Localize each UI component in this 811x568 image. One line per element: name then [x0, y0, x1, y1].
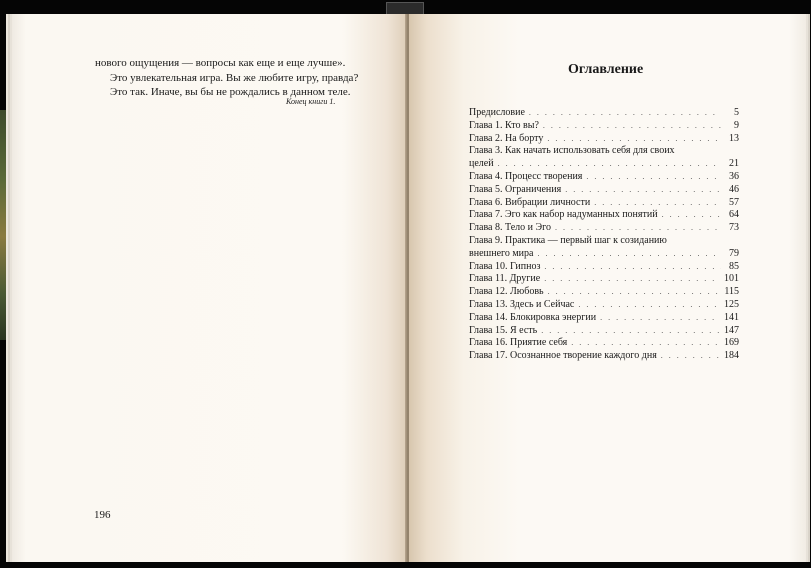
toc-leader-dots [544, 273, 720, 286]
toc-leader-dots [541, 325, 720, 338]
toc-entry-page: 57 [729, 196, 739, 208]
toc-leader-dots [661, 350, 720, 363]
toc-entry-page: 13 [729, 132, 739, 144]
toc-entry-page: 64 [729, 209, 739, 221]
toc-title: Оглавление [568, 62, 644, 77]
toc-entry-title: Глава 16. Приятие себя [469, 337, 568, 349]
toc-entry-title: Глава 8. Тело и Эго [469, 222, 551, 234]
toc-entry-title: Глава 5. Ограничения [469, 183, 562, 195]
toc-entry[interactable] [469, 197, 739, 210]
toc-leader-dots [547, 133, 721, 146]
toc-entry-page: 141 [724, 311, 739, 323]
toc-entry[interactable] [469, 209, 739, 222]
toc-entry-page: 21 [729, 158, 739, 170]
toc-leader-dots [537, 248, 721, 261]
toc-entry-title: внешнего мира [469, 247, 534, 259]
toc-entry[interactable] [469, 312, 739, 325]
toc-entry-page: 169 [724, 337, 739, 349]
toc-entry-page: 184 [724, 350, 739, 362]
toc-leader-dots [662, 209, 721, 222]
toc-entry-title[interactable]: Глава 9. Практика — первый шаг к созиданию [469, 234, 667, 246]
toc-entry[interactable] [469, 350, 739, 363]
toc-leader-dots [529, 107, 721, 120]
toc-leader-dots [600, 312, 720, 325]
toc-entry[interactable] [469, 248, 739, 261]
toc-entry[interactable] [469, 273, 739, 286]
toc-entry-title: Предисловие [469, 107, 525, 118]
text-line: Это увлекательная игра. Вы же любите игру, правда? [110, 71, 359, 84]
toc-entry-title: Глава 10. Гипноз [469, 260, 541, 272]
toc-entry[interactable] [469, 337, 739, 350]
toc-leader-dots [594, 197, 721, 210]
text-line: нового ощущения — вопросы как еще и еще лучше». [95, 57, 346, 69]
toc-entry[interactable] [469, 325, 739, 338]
toc-entry-page: 115 [724, 286, 739, 298]
page-number: 196 [94, 509, 111, 521]
toc-entry-title: Глава 4. Процесс творения [469, 170, 583, 182]
toc-leader-dots [586, 171, 721, 184]
toc-entry[interactable] [469, 184, 739, 197]
toc-entry-title: Глава 1. Кто вы? [469, 119, 539, 131]
end-note: Конец книги 1. [286, 97, 336, 106]
toc-entry[interactable] [469, 133, 739, 146]
toc-entry-page: 85 [729, 260, 739, 272]
toc-entry[interactable] [469, 299, 739, 312]
toc-entry-page: 125 [724, 298, 739, 310]
toc-entry-title: Глава 2. На борту [469, 132, 544, 144]
toc-entry-page: 73 [729, 222, 739, 234]
toc-entry[interactable] [469, 158, 739, 171]
toc-entry[interactable] [469, 171, 739, 184]
toc-entry-title: Глава 14. Блокировка энергии [469, 311, 597, 323]
toc-entry-page: 46 [729, 183, 739, 195]
toc-entry[interactable] [469, 261, 739, 274]
toc-entry-page: 36 [729, 170, 739, 182]
toc-entry-title: Глава 6. Вибрации личности [469, 196, 591, 208]
toc-entry-page: 79 [729, 247, 739, 259]
toc-leader-dots [543, 120, 721, 133]
toc-entry-title: Глава 17. Осознанное творение каждого дня [469, 350, 657, 362]
toc-leader-dots [555, 222, 721, 235]
toc-entry-title: Глава 11. Другие [469, 273, 541, 285]
left-page-text [95, 56, 375, 100]
toc-entry[interactable] [469, 286, 739, 299]
toc-entry-page: 101 [724, 273, 739, 285]
toc-entry-page: 9 [734, 119, 739, 131]
toc-entry-page: 147 [724, 324, 739, 336]
toc-leader-dots [548, 286, 721, 299]
toc-leader-dots [498, 158, 721, 171]
toc-entry-title: Глава 7. Эго как набор надуманных понятий [469, 209, 658, 221]
text-line: Это так. Иначе, вы бы не рождались в данном теле. [110, 86, 351, 98]
toc-entry-title: целей [469, 158, 494, 170]
cover-edge [0, 110, 8, 340]
toc-entry-page: 5 [734, 107, 739, 118]
table-of-contents [469, 107, 739, 363]
toc-entry[interactable] [469, 222, 739, 235]
toc-entry-title: Глава 12. Любовь [469, 286, 544, 298]
toc-entry-title[interactable]: Глава 3. Как начать использовать себя для своих [469, 145, 675, 157]
toc-entry[interactable] [469, 120, 739, 133]
toc-leader-dots [544, 261, 721, 274]
toc-entry-title: Глава 15. Я есть [469, 324, 538, 336]
toc-entry[interactable] [469, 107, 739, 120]
toc-leader-dots [571, 337, 720, 350]
toc-leader-dots [578, 299, 720, 312]
toc-entry-title: Глава 13. Здесь и Сейчас [469, 298, 575, 310]
toc-leader-dots [565, 184, 721, 197]
